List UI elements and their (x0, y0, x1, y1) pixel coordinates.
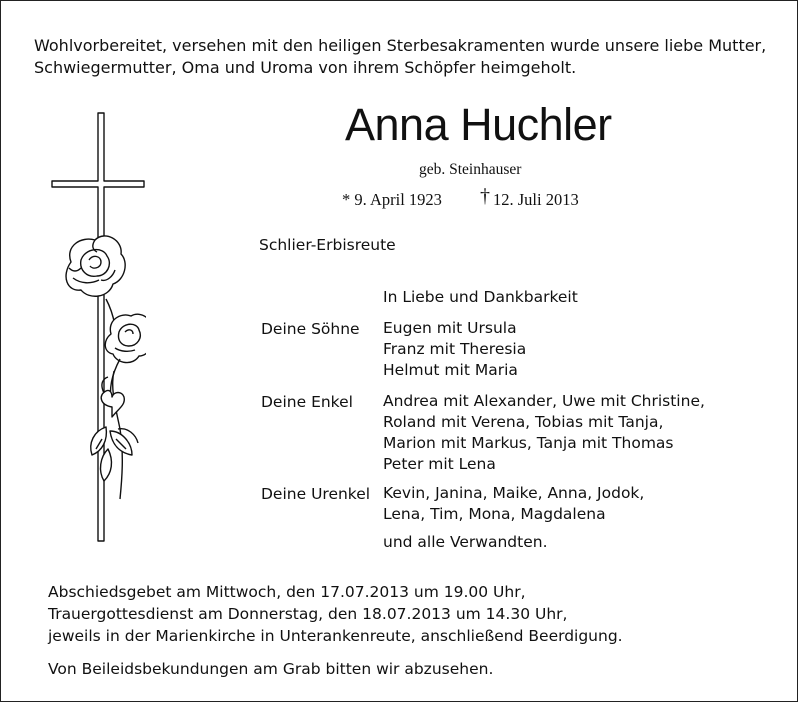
grandchildren-line-1: Andrea mit Alexander, Uwe mit Christine, (383, 392, 705, 410)
group-label-sons: Deine Söhne (261, 320, 360, 338)
sons-line-3: Helmut mit Maria (383, 361, 518, 379)
closing-line: und alle Verwandten. (383, 533, 548, 551)
grandchildren-line-2: Roland mit Verena, Tobias mit Tanja, (383, 413, 664, 431)
group-label-grandchildren: Deine Enkel (261, 393, 353, 411)
grandchildren-line-4: Peter mit Lena (383, 455, 496, 473)
service-line-2: Trauergottesdienst am Donnerstag, den 18.07.2013 um 14.30 Uhr, (48, 605, 568, 623)
sons-line-2: Franz mit Theresia (383, 340, 527, 358)
death-date: 12. Juli 2013 (493, 190, 579, 209)
intro-line-2: Schwiegermutter, Oma und Uroma von ihrem Schöpfer heimgeholt. (34, 58, 577, 77)
condolence-note: Von Beileidsbekundungen am Grab bitten wir abzusehen. (48, 660, 494, 678)
service-line-1: Abschiedsgebet am Mittwoch, den 17.07.2013 um 19.00 Uhr, (48, 583, 526, 601)
cross-with-roses-icon (46, 109, 146, 544)
deceased-name: Anna Huchler (345, 99, 612, 150)
intro-line-1: Wohlvorbereitet, versehen mit den heiligen Sterbesakramenten wurde unsere liebe Mutter, (34, 36, 767, 55)
residence: Schlier-Erbisreute (259, 236, 396, 254)
grandchildren-line-3: Marion mit Markus, Tanja mit Thomas (383, 434, 674, 452)
cross-glyph-icon: † (480, 185, 490, 207)
group-label-great-grandchildren: Deine Urenkel (261, 485, 371, 503)
mourners-heading: In Liebe und Dankbarkeit (383, 288, 578, 306)
great-grandchildren-line-2: Lena, Tim, Mona, Magdalena (383, 505, 606, 523)
birth-date: * 9. April 1923 (342, 190, 442, 209)
sons-line-1: Eugen mit Ursula (383, 319, 517, 337)
great-grandchildren-line-1: Kevin, Janina, Maike, Anna, Jodok, (383, 484, 645, 502)
birth-name: geb. Steinhauser (419, 161, 522, 178)
service-line-3: jeweils in der Marienkirche in Unterankenreute, anschließend Beerdigung. (48, 627, 623, 645)
